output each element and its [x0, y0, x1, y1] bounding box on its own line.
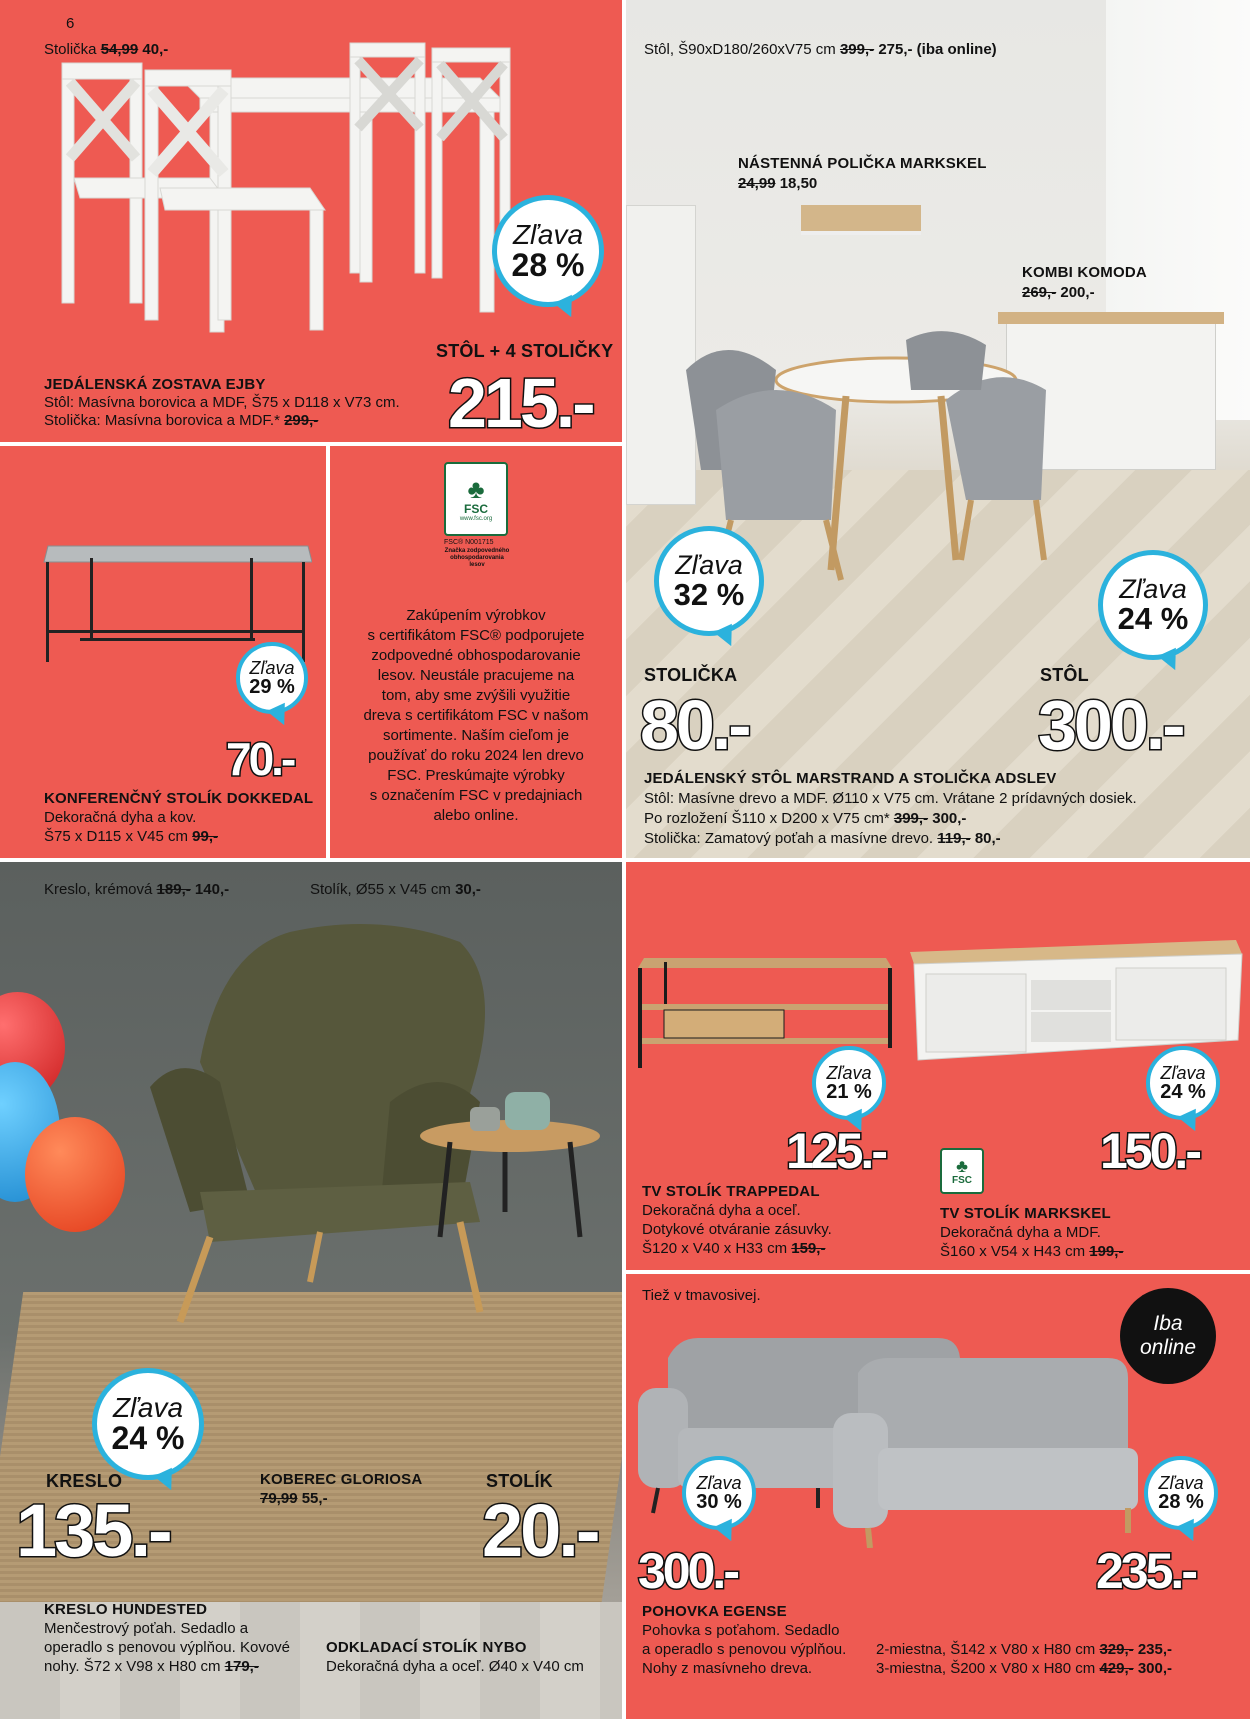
trappedal-discount-bubble: Zľava 21 % — [812, 1046, 886, 1120]
dokkedal-price: 70.- — [226, 733, 294, 785]
panel-hundested — [0, 862, 622, 1719]
tree-checkmark-icon: ♣ — [467, 474, 485, 504]
kombi-dresser-title: KOMBI KOMODA — [1022, 264, 1147, 281]
adslev-chair-price: 80.- — [640, 686, 749, 764]
ejby-price: 215.- — [448, 364, 593, 442]
hundested-chair-price: 135.- — [16, 1489, 170, 1572]
marstrand-desc-extended: Po rozložení Š110 x D200 x V75 cm* 399,- 300,- — [644, 810, 967, 827]
page-number: 6 — [66, 15, 75, 32]
marstrand-discount-bubble: Zľava 24 % — [1098, 550, 1208, 660]
nybo-side-table-image — [410, 1042, 610, 1242]
panel-ejby — [0, 0, 622, 442]
fsc-logo: ♣ FSC www.fsc.org — [444, 462, 508, 536]
trappedal-price: 125.- — [786, 1123, 885, 1179]
egense-2seat-price: 235.- — [1096, 1543, 1195, 1599]
markskel-tv-discount-bubble: Zľava 24 % — [1146, 1046, 1220, 1120]
tree-checkmark-icon: ♣ — [956, 1155, 968, 1176]
hundested-title: KRESLO HUNDESTED — [44, 1601, 208, 1618]
rug — [0, 1292, 622, 1622]
hundested-discount-bubble: Zľava 24 % — [92, 1368, 204, 1480]
markskel-tv-price: 150.- — [1100, 1123, 1199, 1179]
marstrand-desc-table: Stôl: Masívne drevo a MDF. Ø110 x V75 cm. Vrátane 2 prídavných dosiek. — [644, 790, 1137, 807]
dokkedal-discount-bubble: Zľava 29 % — [236, 642, 308, 714]
dokkedal-desc-material: Dekoračná dyha a kov. — [44, 809, 197, 826]
panel-dokkedal — [0, 446, 326, 858]
ejby-set-label: STÔL + 4 STOLIČKY — [436, 341, 614, 361]
markskel-tv-desc-1: Dekoračná dyha a MDF. — [940, 1224, 1101, 1241]
hundested-desc-3: nohy. Š72 x V98 x H80 cm 179,- — [44, 1658, 259, 1675]
egense-2seat-discount-bubble: Zľava 28 % — [1144, 1456, 1218, 1530]
nybo-title: ODKLADACÍ STOLÍK NYBO — [326, 1639, 527, 1656]
nybo-table-price: 20.- — [482, 1489, 598, 1572]
hundested-desc-1: Menčestrový poťah. Sedadlo a — [44, 1620, 249, 1637]
ejby-discount-bubble: Zľava 28 % — [492, 195, 604, 307]
marstrand-table-label: STÔL — [1040, 665, 1089, 685]
balloon-orange — [25, 1117, 125, 1232]
egense-3seat-variant: 3-miestna, Š200 x V80 x H80 cm 429,- 300,- — [876, 1660, 1173, 1677]
dokkedal-title: KONFERENČNÝ STOLÍK DOKKEDAL — [44, 790, 314, 807]
marstrand-table-price: 300.- — [1038, 686, 1183, 764]
panel-marstrand — [626, 0, 1250, 858]
panel-fsc-info — [330, 446, 622, 858]
egense-2seat-variant: 2-miestna, Š142 x V80 x H80 cm 329,- 235,- — [876, 1641, 1173, 1658]
online-only-badge: Iba online — [1120, 1288, 1216, 1384]
hundested-desc-2: operadlo s penovou výplňou. Kovové — [44, 1639, 291, 1656]
egense-desc-3: Nohy z masívneho dreva. — [642, 1660, 813, 1677]
markskel-fsc-logo: ♣ FSC — [940, 1148, 984, 1194]
panel-egense — [626, 1274, 1250, 1719]
egense-desc-1: Pohovka s poťahom. Sedadlo — [642, 1622, 840, 1639]
gloriosa-rug-price: 79,99 55,- — [260, 1490, 328, 1507]
ejby-chair-price-line: Stolička 54,99 40,- — [44, 41, 169, 58]
gloriosa-rug-title: KOBEREC GLORIOSA — [260, 1471, 423, 1488]
markskel-tv-desc-2: Š160 x V54 x H43 cm 199,- — [940, 1243, 1124, 1260]
marstrand-table-price-line: Stôl, Š90xD180/260xV75 cm 399,- 275,- (iba online) — [644, 41, 997, 58]
dokkedal-desc-size: Š75 x D115 x V45 cm 99,- — [44, 828, 218, 845]
markskel-tv-title: TV STOLÍK MARKSKEL — [940, 1205, 1111, 1222]
ejby-dining-set-image — [60, 38, 530, 348]
egense-color-note: Tiež v tmavosivej. — [642, 1287, 761, 1304]
trappedal-desc-2: Dotykové otváranie zásuvky. — [642, 1221, 832, 1238]
markskel-shelf-title: NÁSTENNÁ POLIČKA MARKSKEL — [738, 155, 987, 172]
wall-shelf — [801, 205, 921, 235]
egense-3-discount-bubble: Zľava 30 % — [682, 1456, 756, 1530]
trappedal-title: TV STOLÍK TRAPPEDAL — [642, 1183, 820, 1200]
trappedal-desc-3: Š120 x V40 x H33 cm 159,- — [642, 1240, 826, 1257]
fsc-logo-caption: Značka zodpovedného obhospodarovania lesov — [444, 548, 510, 568]
ejby-desc-chair: Stolička: Masívna borovica a MDF.* 299,- — [44, 412, 319, 429]
egense-title: POHOVKA EGENSE — [642, 1603, 787, 1620]
egense-3seat-price: 300.- — [638, 1543, 737, 1599]
ejby-desc-table: Stôl: Masívna borovica a MDF, Š75 x D118 x V73 cm. — [44, 394, 400, 411]
ejby-title: JEDÁLENSKÁ ZOSTAVA EJBY — [44, 376, 266, 393]
hundested-stool-price-line: Stolík, Ø55 x V45 cm 30,- — [310, 881, 481, 898]
nybo-table-label: STOLÍK — [486, 1471, 553, 1491]
kombi-dresser-price: 269,- 200,- — [1022, 284, 1095, 301]
nybo-desc: Dekoračná dyha a oceľ. Ø40 x V40 cm — [326, 1658, 584, 1675]
hundested-chair-label: KRESLO — [46, 1471, 123, 1491]
adslev-desc-chair: Stolička: Zamatový poťah a masívne drevo. 119,- 80,- — [644, 830, 1001, 847]
fsc-info-text: Zakúpením výrobkov s certifikátom FSC® podporujete zodpovedné obhospodarovanie lesov. Neustále pracujeme na tom, aby sme zvýšili využitie dreva s certifikátom FSC v našom sortimente. Naším cieľom je používať do roku 2024 len drevo FSC. Preskúmajte výrobky s označením FSC v predajniach alebo online. — [363, 607, 589, 824]
egense-desc-2: a operadlo s penovou výplňou. — [642, 1641, 847, 1658]
adslev-discount-bubble: Zľava 32 % — [654, 526, 764, 636]
fsc-logo-code: FSC® N001715 — [444, 539, 494, 546]
marstrand-title: JEDÁLENSKÝ STÔL MARSTRAND A STOLIČKA ADSLEV — [644, 770, 1057, 787]
dresser-top — [998, 312, 1224, 324]
trappedal-desc-1: Dekoračná dyha a oceľ. — [642, 1202, 801, 1219]
panel-tv-stands — [626, 862, 1250, 1270]
markskel-shelf-price: 24,99 18,50 — [738, 175, 818, 192]
adslev-chair-label: STOLIČKA — [644, 665, 738, 685]
hundested-cream-price-line: Kreslo, krémová 189,- 140,- — [44, 881, 230, 898]
